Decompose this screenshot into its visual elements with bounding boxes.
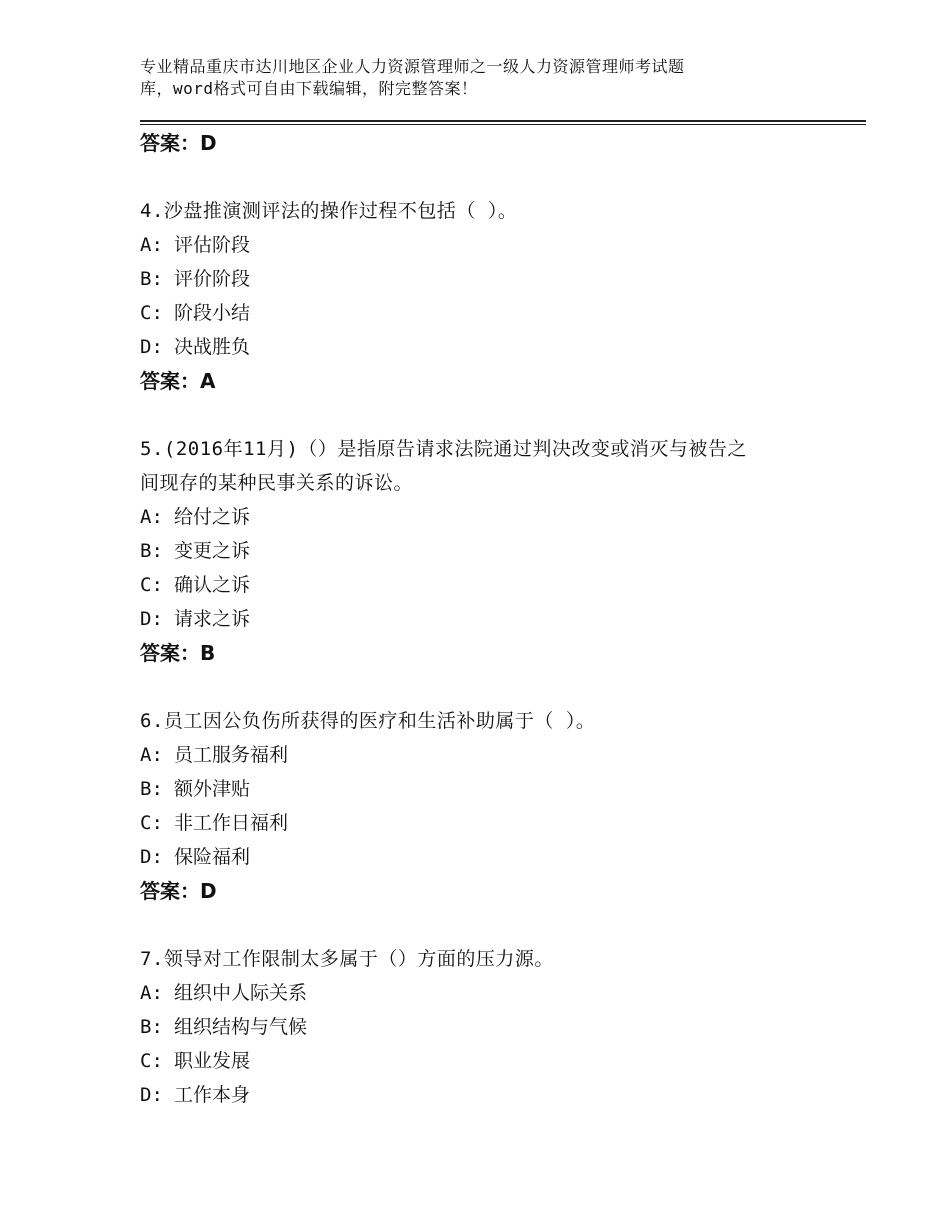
- option-key: A:: [140, 744, 163, 766]
- option-a: [140, 738, 840, 772]
- option-key: D:: [140, 1084, 163, 1106]
- previous-answer: 答案：D: [140, 131, 217, 155]
- option-key: B:: [140, 778, 163, 800]
- header-rule-thin: [140, 124, 866, 125]
- option-c: [140, 296, 840, 330]
- option-text: 确认之诉: [174, 574, 251, 596]
- header-line-1: 专业精品重庆市达川地区企业人力资源管理师之一级人力资源管理师考试题: [140, 57, 685, 76]
- option-text: 组织中人际关系: [174, 982, 308, 1004]
- option-key: D:: [140, 608, 163, 630]
- option-text: 评价阶段: [174, 268, 251, 290]
- option-text: 工作本身: [174, 1084, 251, 1106]
- option-text: 决战胜负: [174, 336, 251, 358]
- option-b: [140, 262, 840, 296]
- option-key: C:: [140, 1050, 163, 1072]
- option-text: 职业发展: [174, 1050, 251, 1072]
- document-header: [140, 56, 780, 100]
- option-key: B:: [140, 1016, 163, 1038]
- header-line-2: 库，word格式可自由下载编辑，附完整答案！: [140, 79, 478, 98]
- option-key: D:: [140, 846, 163, 868]
- answer: 答案：B: [140, 641, 216, 665]
- answer: 答案：D: [140, 879, 217, 903]
- option-key: C:: [140, 812, 163, 834]
- option-text: 组织结构与气候: [174, 1016, 308, 1038]
- question-text: 6.员工因公负伤所获得的医疗和生活补助属于（ ）。: [140, 710, 596, 732]
- option-key: C:: [140, 302, 163, 324]
- option-text: 请求之诉: [174, 608, 251, 630]
- option-a: [140, 500, 840, 534]
- question-list: [140, 126, 840, 1112]
- option-c: [140, 806, 840, 840]
- question-text: 7.领导对工作限制太多属于（）方面的压力源。: [140, 948, 554, 970]
- question-5: [140, 432, 840, 670]
- option-d: [140, 330, 840, 364]
- option-d: [140, 1078, 840, 1112]
- question-7: [140, 942, 840, 1112]
- option-key: A:: [140, 982, 163, 1004]
- option-text: 员工服务福利: [174, 744, 289, 766]
- option-key: A:: [140, 506, 163, 528]
- option-text: 额外津贴: [174, 778, 251, 800]
- option-key: B:: [140, 268, 163, 290]
- option-text: 给付之诉: [174, 506, 251, 528]
- option-b: [140, 534, 840, 568]
- option-text: 保险福利: [174, 846, 251, 868]
- question-4: [140, 194, 840, 398]
- answer: 答案：A: [140, 369, 216, 393]
- option-c: [140, 1044, 840, 1078]
- option-c: [140, 568, 840, 602]
- option-a: [140, 976, 840, 1010]
- question-text: 5.(2016年11月)（）是指原告请求法院通过判决改变或消灭与被告之: [140, 438, 747, 460]
- option-key: D:: [140, 336, 163, 358]
- option-key: B:: [140, 540, 163, 562]
- option-d: [140, 840, 840, 874]
- option-text: 阶段小结: [174, 302, 251, 324]
- option-b: [140, 1010, 840, 1044]
- header-rule-thick: [140, 120, 866, 122]
- question-text-continued: 间现存的某种民事关系的诉讼。: [140, 472, 414, 494]
- question-6: [140, 704, 840, 908]
- option-text: 变更之诉: [174, 540, 251, 562]
- option-text: 评估阶段: [174, 234, 251, 256]
- option-key: A:: [140, 234, 163, 256]
- option-key: C:: [140, 574, 163, 596]
- option-d: [140, 602, 840, 636]
- question-text: 4.沙盘推演测评法的操作过程不包括（ ）。: [140, 200, 518, 222]
- option-text: 非工作日福利: [174, 812, 289, 834]
- option-a: [140, 228, 840, 262]
- option-b: [140, 772, 840, 806]
